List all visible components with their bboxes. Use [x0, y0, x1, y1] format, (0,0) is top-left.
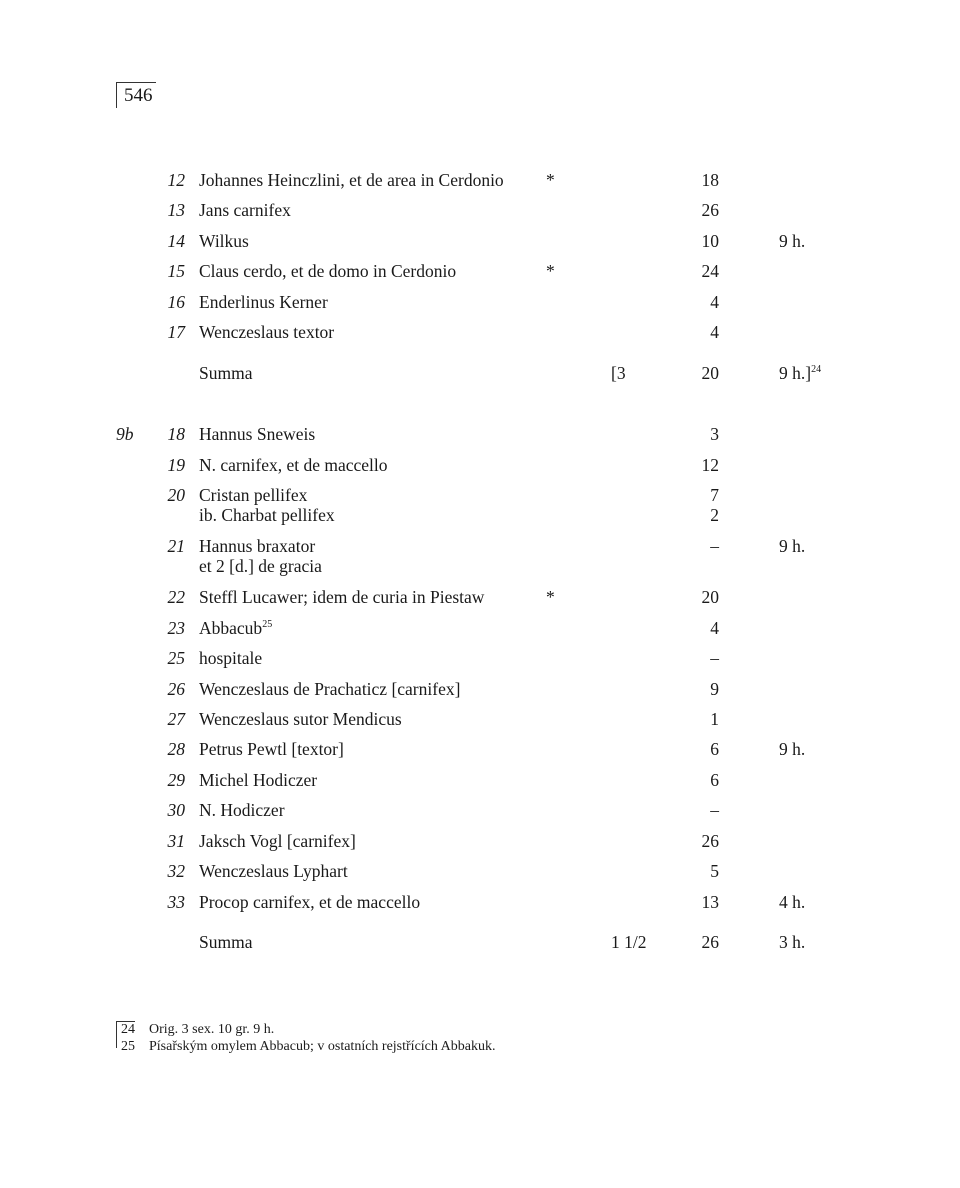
- entry-name-line: Abbacub: [199, 618, 263, 638]
- amount-grossi-line: 7: [710, 485, 719, 505]
- amount-hellers: [779, 932, 805, 952]
- entry-name-line: hospitale: [199, 648, 263, 668]
- amount-hellers: [779, 892, 805, 912]
- entry-name: [199, 231, 249, 251]
- entry-name: [199, 831, 356, 851]
- amount-grossi: [679, 709, 719, 729]
- entry-name-line: Steffl Lucawer; idem de curia in Piestaw: [199, 587, 485, 607]
- entry-number: 33: [167, 892, 185, 912]
- entry-name: [199, 861, 348, 881]
- amount-grossi: [679, 932, 719, 952]
- footnote-ref: 24: [811, 364, 822, 375]
- entry-name: [199, 292, 328, 312]
- amount-grossi: [679, 831, 719, 851]
- amount-grossi: [679, 170, 719, 190]
- amount-sexagenae: [3: [611, 363, 626, 383]
- amount-grossi: [679, 892, 719, 912]
- entry-name: [199, 618, 272, 638]
- amount-grossi-line: –: [710, 536, 719, 556]
- amount-grossi: [679, 200, 719, 220]
- amount-grossi-line: 6: [710, 739, 719, 759]
- amount-grossi: [679, 536, 719, 556]
- entry-number: 20: [167, 485, 185, 505]
- amount-grossi-line: –: [710, 648, 719, 668]
- entry-number: 28: [167, 739, 185, 759]
- entry-number: 18: [167, 424, 185, 444]
- footnotes: [116, 1021, 816, 1055]
- amount-grossi-line: 26: [701, 932, 719, 952]
- amount-grossi-line: 9: [710, 679, 719, 699]
- entry-name-line: N. carnifex, et de maccello: [199, 455, 388, 475]
- amount-hellers-text: 9 h.: [779, 739, 806, 759]
- amount-hellers-text: 3 h.: [779, 932, 806, 952]
- entry-name: [199, 892, 420, 912]
- entry-name: [199, 322, 334, 342]
- entry-name: [199, 932, 252, 952]
- amount-grossi-line: 26: [701, 831, 719, 851]
- amount-grossi-line: 2: [710, 505, 719, 525]
- amount-grossi-line: 12: [701, 455, 719, 475]
- amount-grossi: [679, 231, 719, 251]
- entry-name-line: Wenczeslaus de Prachaticz [carnifex]: [199, 679, 461, 699]
- amount-hellers-text: 4 h.: [779, 892, 806, 912]
- amount-grossi-line: –: [710, 800, 719, 820]
- entry-name: [199, 709, 402, 729]
- entry-name-line: Petrus Pewtl [textor]: [199, 739, 344, 759]
- amount-grossi: [679, 261, 719, 281]
- entry-number: 19: [167, 455, 185, 475]
- entry-name: [199, 536, 322, 576]
- amount-hellers: [779, 231, 805, 251]
- amount-hellers: [779, 363, 821, 383]
- amount-grossi-line: 5: [710, 861, 719, 881]
- entry-name: [199, 485, 335, 525]
- entry-name-line: ib. Charbat pellifex: [199, 505, 335, 525]
- entry-name-line: Claus cerdo, et de domo in Cerdonio: [199, 261, 457, 281]
- entry-name-line: Wenczeslaus Lyphart: [199, 861, 348, 881]
- entry-name: [199, 679, 460, 699]
- amount-grossi-line: 20: [701, 363, 719, 383]
- entry-number: 16: [167, 292, 185, 312]
- amount-hellers: [779, 739, 805, 759]
- entry-name-line: Johannes Heinczlini, et de area in Cerdonio: [199, 170, 504, 190]
- amount-hellers-text: 9 h.: [779, 536, 806, 556]
- amount-grossi: [679, 618, 719, 638]
- amount-sexagenae: 1 1/2: [611, 932, 647, 952]
- entry-name-line: Wenczeslaus textor: [199, 322, 335, 342]
- amount-grossi: [679, 292, 719, 312]
- entry-name: [199, 261, 456, 281]
- entry-number: 32: [167, 861, 185, 881]
- entry-number: 21: [167, 536, 185, 556]
- entry-name: [199, 800, 285, 820]
- footnote: [116, 1021, 816, 1038]
- amount-grossi-line: 4: [710, 292, 719, 312]
- entry-number: 14: [167, 231, 185, 251]
- entry-name: [199, 739, 344, 759]
- entry-number: 30: [167, 800, 185, 820]
- entry-number: 15: [167, 261, 185, 281]
- entry-number: 31: [167, 831, 185, 851]
- footnote: [116, 1038, 816, 1055]
- entry-name: [199, 770, 317, 790]
- amount-grossi: [679, 455, 719, 475]
- entry-name-line: Cristan pellifex: [199, 485, 308, 505]
- footnote-number: 24: [121, 1022, 135, 1037]
- entry-name: [199, 648, 262, 668]
- entry-number: 27: [167, 709, 185, 729]
- entry-name: [199, 587, 484, 607]
- property-marker: *: [546, 261, 555, 281]
- footnote-text: Písařským omylem Abbacub; v ostatních rejstřících Abbakuk.: [149, 1039, 496, 1054]
- amount-hellers-text: 9 h.: [779, 231, 806, 251]
- entry-name-line: Wilkus: [199, 231, 249, 251]
- entry-number: 12: [167, 170, 185, 190]
- entry-name-line: Enderlinus Kerner: [199, 292, 328, 312]
- footnote-number: 25: [121, 1039, 135, 1054]
- amount-grossi: [679, 648, 719, 668]
- amount-grossi-line: 4: [710, 322, 719, 342]
- amount-grossi: [679, 424, 719, 444]
- amount-grossi-line: 10: [701, 231, 719, 251]
- entry-name: [199, 200, 291, 220]
- entry-name: [199, 170, 504, 190]
- entry-name-line: Summa: [199, 932, 253, 952]
- page-number: 546: [116, 82, 156, 108]
- entry-number: 17: [167, 322, 185, 342]
- amount-hellers-text: 9 h.]: [779, 363, 812, 383]
- amount-grossi: [679, 800, 719, 820]
- amount-grossi-line: 6: [710, 770, 719, 790]
- entry-number: 26: [167, 679, 185, 699]
- entry-number: 29: [167, 770, 185, 790]
- entry-name-line: N. Hodiczer: [199, 800, 285, 820]
- entry-name: [199, 424, 315, 444]
- amount-grossi-line: 20: [701, 587, 719, 607]
- entry-name-line: Hannus braxator: [199, 536, 316, 556]
- footnote-ref: 25: [262, 619, 273, 630]
- entry-name-line: et 2 [d.] de gracia: [199, 556, 322, 576]
- entry-name-line: Jaksch Vogl [carnifex]: [199, 831, 356, 851]
- property-marker: *: [546, 170, 555, 190]
- amount-hellers: [779, 536, 805, 556]
- footnote-text: Orig. 3 sex. 10 gr. 9 h.: [149, 1022, 275, 1037]
- folio-marker: 9b: [116, 424, 134, 444]
- entry-name-line: Wenczeslaus sutor Mendicus: [199, 709, 402, 729]
- entry-name-line: Jans carnifex: [199, 200, 291, 220]
- entry-name-line: Summa: [199, 363, 253, 383]
- amount-grossi-line: 24: [701, 261, 719, 281]
- amount-grossi: [679, 363, 719, 383]
- entry-name-line: Procop carnifex, et de maccello: [199, 892, 421, 912]
- entry-number: 23: [167, 618, 185, 638]
- amount-grossi-line: 26: [701, 200, 719, 220]
- entry-number: 22: [167, 587, 185, 607]
- amount-grossi-line: 1: [710, 709, 719, 729]
- amount-grossi: [679, 739, 719, 759]
- entry-name: [199, 363, 252, 383]
- entry-name-line: Hannus Sneweis: [199, 424, 316, 444]
- entry-number: 13: [167, 200, 185, 220]
- amount-grossi: [679, 322, 719, 342]
- amount-grossi-line: 3: [710, 424, 719, 444]
- entry-name-line: Michel Hodiczer: [199, 770, 318, 790]
- entry-name: [199, 455, 388, 475]
- amount-grossi-line: 13: [701, 892, 719, 912]
- entry-number: 25: [167, 648, 185, 668]
- amount-grossi: [679, 861, 719, 881]
- amount-grossi: [679, 770, 719, 790]
- amount-grossi: [679, 485, 719, 525]
- amount-grossi: [679, 587, 719, 607]
- property-marker: *: [546, 587, 555, 607]
- amount-grossi-line: 18: [701, 170, 719, 190]
- amount-grossi: [679, 679, 719, 699]
- amount-grossi-line: 4: [710, 618, 719, 638]
